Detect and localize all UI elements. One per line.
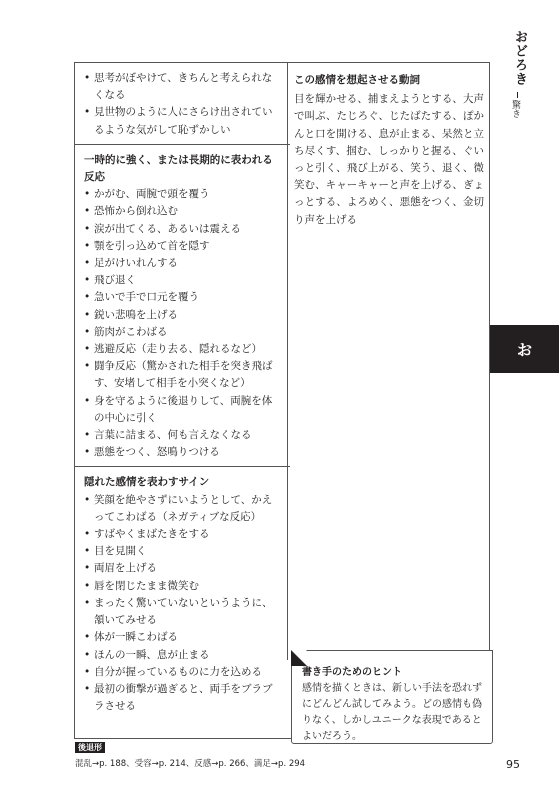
section2-title: 隠れた感情を表わすサイン [84, 476, 210, 489]
list-item: • かがむ、両腕で頭を覆う [84, 186, 280, 203]
list-item: • 自分が握っているものに力を込める [84, 664, 280, 681]
list-item: • 恐怖から倒れ込む [84, 203, 280, 220]
list-item: • 最初の衝撃が過ぎると、両手をブラブラさせる [84, 681, 280, 715]
left-column [84, 70, 280, 715]
list-item: • 急いで手で口元を覆う [84, 289, 280, 306]
list-item: • 飛び退く [84, 272, 280, 289]
list-item: • 足がけいれんする [84, 255, 280, 272]
hint-text: 感情を描くときは、新しい手法を恐れずにどんどん試してみよう。どの感情も偽りなく、しかしユニークな表現であるとよいだろう。 [302, 683, 482, 742]
reference-label: 後退形 [75, 742, 105, 753]
hint-title: 書き手のためのヒント [302, 667, 402, 678]
column-divider [287, 62, 288, 660]
list-item: • 目を見開く [84, 543, 280, 560]
side-tab-title: おどろき [512, 30, 527, 86]
index-tab-letter: お [490, 325, 559, 373]
list-item: • 思考がぼやけて、きちんと考えられなくなる [84, 70, 280, 104]
section2-list [84, 492, 280, 716]
list-item: • ほんの一瞬、息が止まる [84, 647, 280, 664]
list-item: • 笑顔を絶やさずにいようとして、かえってこわばる（ネガティブな反応） [84, 492, 280, 526]
list-item: • 体が一瞬こわばる [84, 629, 280, 646]
side-tab-subtitle: 驚き [510, 100, 520, 118]
reference-text: 混乱→p. 188、受容→p. 214、反感→p. 266、満足→p. 294 [75, 759, 306, 769]
side-tab-rule [517, 92, 518, 98]
right-column [294, 72, 484, 229]
list-item: • 涙が出てくる、あるいは震える [84, 221, 280, 238]
list-item: • 身を守るように後退りして、両腕を体の中心に引く [84, 393, 280, 427]
verbs-text: 目を輝かせる、捕まえようとする、大声で叫ぶ、たじろぐ、じたばたする、ぽかんと口を開ける、息が止まる、呆然と立ち尽くす、掴む、しっかりと握る、ぐいっと引く、飛び上がる、笑う、退く、微笑む、キャーキャーと声を上げる、ぎょっとする、よろめく、悪態をつく、金切り声を上げる [294, 93, 484, 226]
intro-list [84, 70, 280, 139]
list-item: • 鋭い悲鳴を上げる [84, 307, 280, 324]
list-item: • まったく驚いていないというように、頷いてみせる [84, 595, 280, 629]
section-divider [74, 144, 290, 145]
section-divider [74, 466, 290, 467]
list-item: • 言葉に詰まる、何も言えなくなる [84, 427, 280, 444]
verbs-title: この感情を想起させる動詞 [294, 74, 420, 86]
list-item: • 見世物のように人にさらけ出されているような気がして恥ずかしい [84, 104, 280, 138]
list-item: • 両眉を上げる [84, 560, 280, 577]
list-item: • 悪態をつく、怒鳴りつける [84, 444, 280, 461]
list-item: • 筋肉がこわばる [84, 324, 280, 341]
section1-list [84, 186, 280, 461]
list-item: • 闘争反応（驚かされた相手を突き飛ばす、安堵して相手を小突くなど） [84, 358, 280, 392]
list-item: • 逃避反応（走り去る、隠れるなど） [84, 341, 280, 358]
section1-title: 一時的に強く、または長期的に表われる反応 [84, 153, 273, 184]
page-number: 95 [506, 758, 520, 771]
writer-hint-box [291, 650, 493, 744]
list-item: • すばやくまばたきをする [84, 526, 280, 543]
list-item: • 顎を引っ込めて首を隠す [84, 238, 280, 255]
list-item: • 唇を閉じたまま微笑む [84, 578, 280, 595]
